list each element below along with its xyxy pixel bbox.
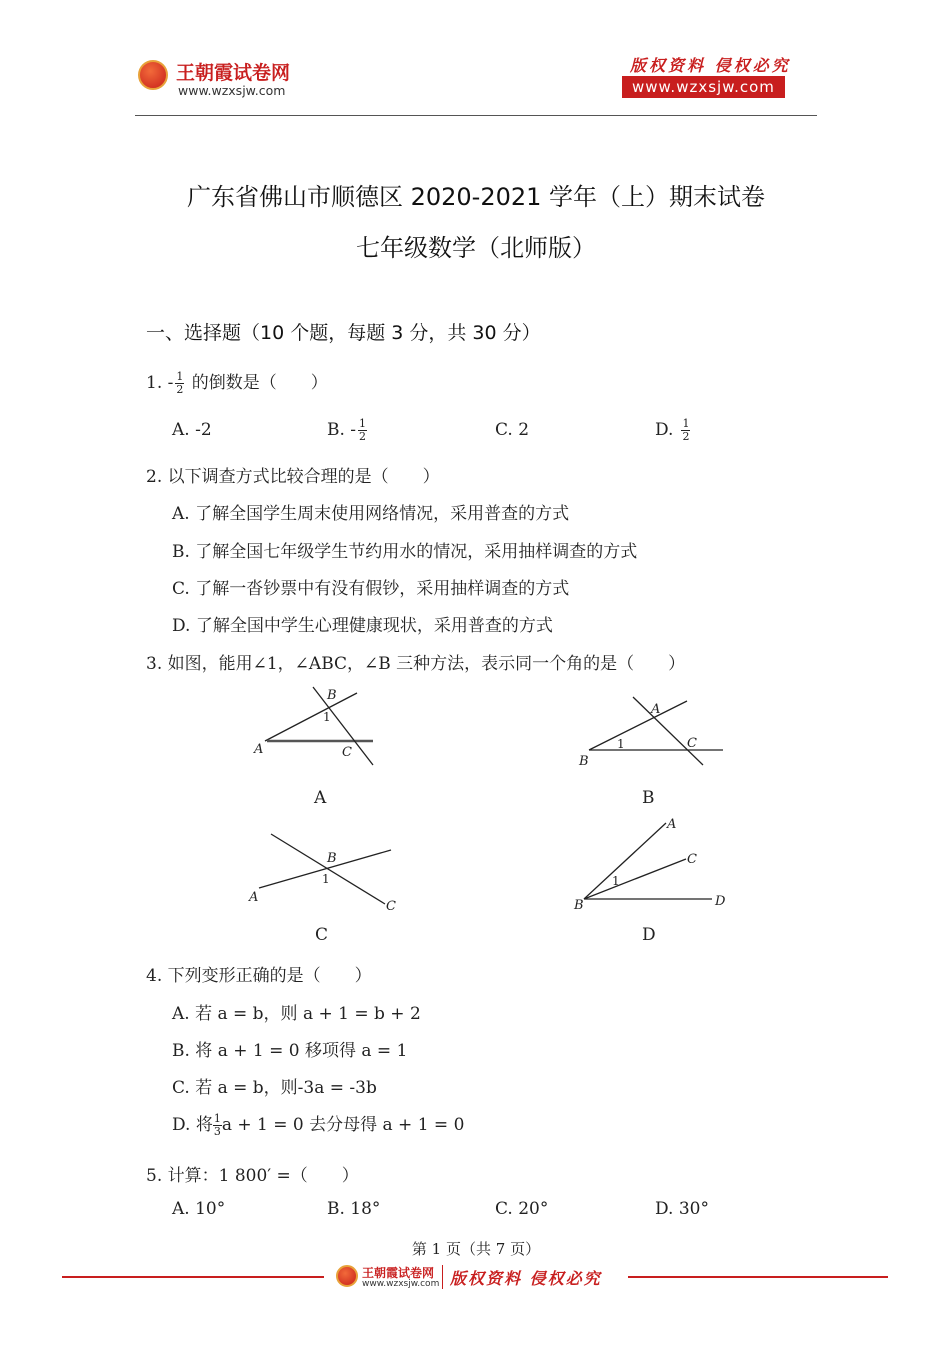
footer-logo-icon: [336, 1265, 358, 1287]
figure-a[interactable]: [245, 683, 385, 773]
rights-url[interactable]: www.wzxsjw.com: [622, 76, 785, 98]
svg-text:B: B: [574, 898, 584, 913]
q2-option-d[interactable]: D. 了解全国中学生心理健康现状，采用普查的方式: [172, 616, 553, 636]
q1-option-b[interactable]: B. - $\frac{1}{2}$: [327, 417, 367, 443]
logo-name: 王朝霞试卷网: [176, 62, 291, 84]
rights-notice: 版权资料 侵权必究: [630, 56, 791, 75]
svg-text:C: C: [687, 852, 697, 867]
figure-d-label: D: [642, 925, 656, 945]
section-heading: 一、选择题（10 个题，每题 3 分，共 30 分）: [146, 322, 541, 344]
svg-text:B: B: [327, 851, 337, 866]
q5-option-b[interactable]: B. 18°: [327, 1199, 381, 1219]
figure-c[interactable]: [245, 828, 405, 918]
footer-separator: [442, 1265, 443, 1289]
svg-text:A: A: [651, 702, 661, 717]
figure-d[interactable]: [570, 813, 735, 913]
svg-text:B: B: [327, 688, 337, 703]
svg-text:1: 1: [322, 872, 330, 886]
q1-option-c[interactable]: C. 2: [495, 420, 530, 440]
figure-b[interactable]: [575, 693, 730, 773]
svg-text:A: A: [667, 817, 677, 832]
svg-text:1: 1: [323, 710, 331, 724]
svg-text:1: 1: [617, 737, 625, 751]
exam-subtitle: 七年级数学（北师版）: [356, 234, 596, 262]
q1-option-d[interactable]: D. $\frac{1}{2}$: [655, 417, 690, 443]
q5-option-c[interactable]: C. 20°: [495, 1199, 549, 1219]
q2-option-b[interactable]: B. 了解全国七年级学生节约用水的情况，采用抽样调查的方式: [172, 542, 638, 562]
figure-b-label: B: [642, 788, 655, 808]
q5-option-d[interactable]: D. 30°: [655, 1199, 709, 1219]
q4-option-c[interactable]: C. 若 a = b，则-3a = -3b: [172, 1078, 377, 1098]
svg-text:C: C: [342, 745, 352, 760]
q5-option-a[interactable]: A. 10°: [172, 1199, 226, 1219]
fraction: $\frac{1}{2}$: [176, 370, 184, 396]
q2-option-c[interactable]: C. 了解一沓钞票中有没有假钞，采用抽样调查的方式: [172, 579, 570, 599]
q4-option-b[interactable]: B. 将 a + 1 = 0 移项得 a = 1: [172, 1041, 408, 1061]
page-number: 第 1 页（共 7 页）: [411, 1240, 541, 1258]
svg-text:C: C: [386, 899, 396, 914]
header-divider: [135, 115, 817, 116]
svg-text:A: A: [249, 890, 259, 905]
question-3: 3. 如图，能用∠1，∠ABC，∠B 三种方法，表示同一个角的是（ ）: [146, 654, 686, 674]
question-4: 4. 下列变形正确的是（ ）: [146, 966, 372, 986]
svg-text:C: C: [687, 736, 697, 751]
footer-rule-left: [62, 1276, 324, 1278]
question-1: 1. - $\frac{1}{2}$ 的倒数是（ ）: [146, 370, 328, 396]
footer-logo-name: 王朝霞试卷网: [362, 1266, 435, 1280]
q1-option-a[interactable]: A. -2: [172, 420, 212, 440]
figure-c-label: C: [315, 925, 329, 945]
logo-url[interactable]: www.wzxsjw.com: [178, 83, 286, 98]
footer-logo-url[interactable]: www.wzxsjw.com: [362, 1279, 440, 1289]
q4-option-d[interactable]: D. 将 $\frac{1}{3}$ a + 1 = 0 去分母得 a + 1 = 0: [172, 1112, 465, 1138]
footer-rule-right: [628, 1276, 888, 1278]
svg-text:1: 1: [612, 874, 620, 888]
q2-option-a[interactable]: A. 了解全国学生周末使用网络情况，采用普查的方式: [172, 504, 570, 524]
question-5: 5. 计算：1 800′ =（ ）: [146, 1166, 359, 1186]
logo-badge-icon: [138, 60, 168, 90]
svg-text:B: B: [579, 754, 589, 769]
svg-text:D: D: [715, 894, 726, 909]
figure-a-label: A: [314, 788, 327, 808]
footer-rights: 版权资料 侵权必究: [450, 1269, 602, 1288]
exam-title: 广东省佛山市顺德区 2020-2021 学年（上）期末试卷: [186, 183, 766, 211]
q4-option-a[interactable]: A. 若 a = b，则 a + 1 = b + 2: [172, 1004, 421, 1024]
question-2: 2. 以下调查方式比较合理的是（ ）: [146, 467, 440, 487]
svg-text:A: A: [254, 742, 264, 757]
